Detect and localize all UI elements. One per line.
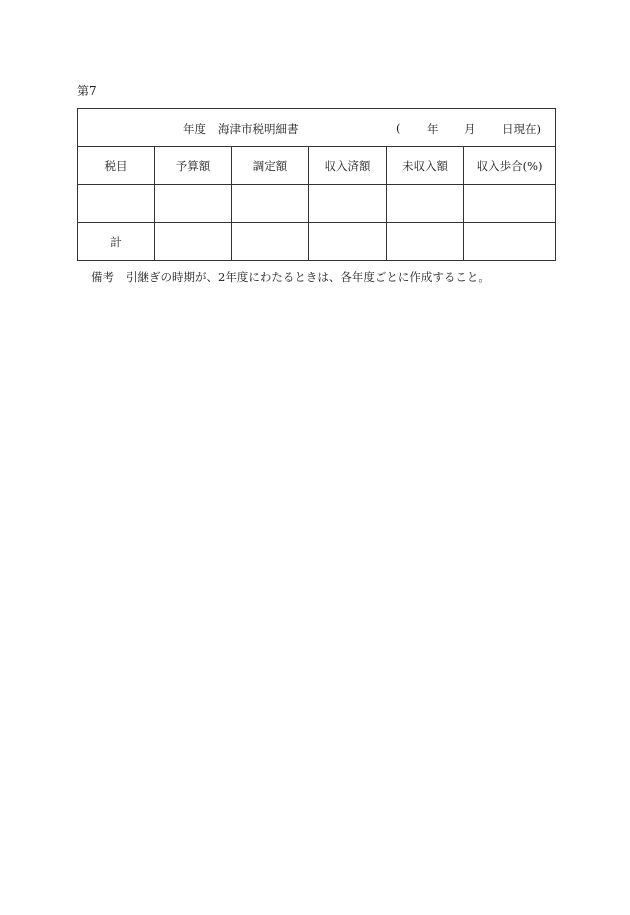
total-label: 計 <box>78 223 155 261</box>
document-title: 海津市税明細書 <box>218 122 299 136</box>
cell-collection-rate <box>464 185 556 223</box>
column-header-uncollected: 未収入額 <box>387 147 464 185</box>
column-header-budget: 予算額 <box>155 147 232 185</box>
as-of-month: 月 <box>464 122 476 136</box>
cell-uncollected <box>387 185 464 223</box>
as-of-day-current: 日現在) <box>502 122 541 136</box>
table-title-row <box>78 109 556 147</box>
total-collected <box>309 223 387 261</box>
total-collection-rate <box>464 223 556 261</box>
form-number: 第7 <box>77 84 97 98</box>
column-header-tax-item: 税目 <box>78 147 155 185</box>
table-row <box>78 185 556 223</box>
column-header-assessed: 調定額 <box>232 147 309 185</box>
total-budget <box>155 223 232 261</box>
fiscal-year-label: 年度 <box>183 122 206 136</box>
remark-label: 備考 <box>91 270 114 284</box>
column-header-row <box>78 147 556 185</box>
as-of-year: 年 <box>427 122 439 136</box>
table-title <box>183 121 299 137</box>
as-of-open-paren: ( <box>396 121 401 135</box>
total-assessed <box>232 223 309 261</box>
table-title-cell <box>78 109 556 147</box>
cell-assessed <box>232 185 309 223</box>
column-header-collected: 収入済額 <box>309 147 387 185</box>
tax-detail-table <box>77 108 556 261</box>
total-row <box>78 223 556 261</box>
remark-text: 引継ぎの時期が、2年度にわたるときは、各年度ごとに作成すること。 <box>126 270 490 284</box>
total-uncollected <box>387 223 464 261</box>
cell-collected <box>309 185 387 223</box>
remark-note <box>91 270 490 284</box>
cell-budget <box>155 185 232 223</box>
cell-tax-item <box>78 185 155 223</box>
column-header-collection-rate: 収入歩合(%) <box>464 147 556 185</box>
